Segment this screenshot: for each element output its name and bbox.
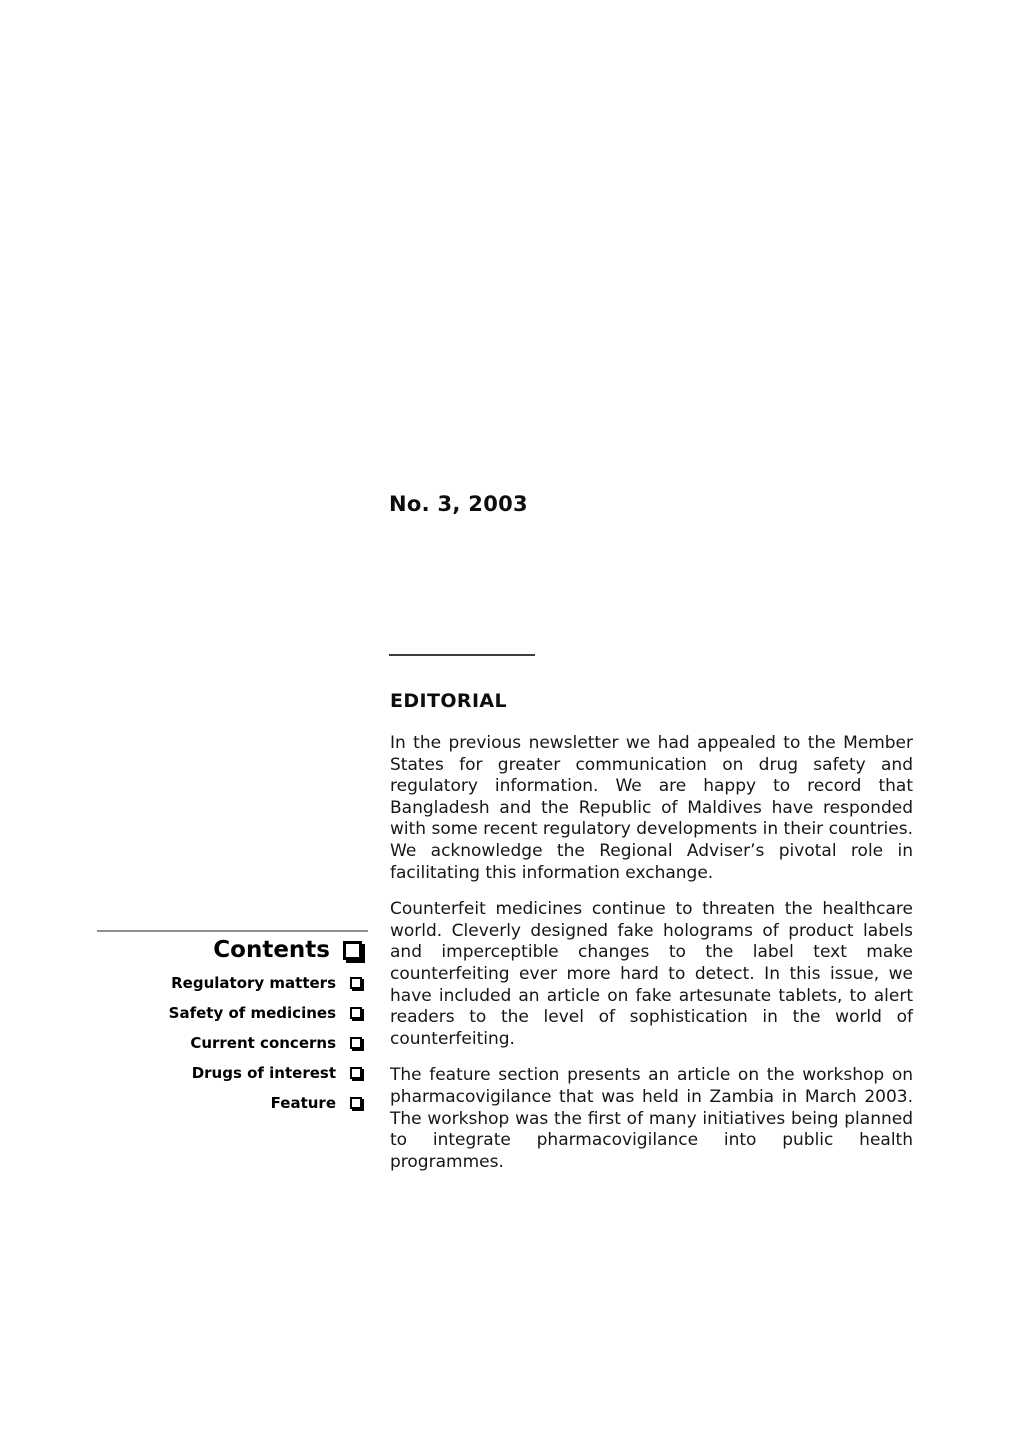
editorial-body bbox=[390, 733, 913, 1188]
editorial-heading: EDITORIAL bbox=[390, 690, 508, 712]
editorial-paragraph: The feature section presents an article on the workshop on pharmacovigilance that was held in Zambia in March 2003. The workshop was the first of many initiatives being planned to integrate pharmacovigilance into public health programmes. bbox=[390, 1065, 913, 1172]
toc-item-feature[interactable] bbox=[60, 1088, 365, 1118]
editorial-paragraph: Counterfeit medicines continue to threaten the healthcare world. Cleverly designed fake holograms of product labels and imperceptible changes to the label text make counterfeiting ever more hard to detect. In this issue, we have included an article on fake artesunate tablets, to alert readers to the level of sophistication in the world of counterfeiting. bbox=[390, 899, 913, 1049]
toc-item-label: Current concerns bbox=[190, 1034, 336, 1052]
toc-item-label: Regulatory matters bbox=[171, 974, 336, 992]
checkbox-icon bbox=[350, 977, 362, 989]
toc-item-label: Safety of medicines bbox=[168, 1004, 336, 1022]
contents-title-row bbox=[60, 932, 365, 968]
toc-item-label: Feature bbox=[270, 1094, 336, 1112]
contents-block bbox=[60, 932, 365, 1118]
toc-item-label: Drugs of interest bbox=[191, 1064, 336, 1082]
checkbox-icon bbox=[350, 1037, 362, 1049]
toc-item-drugs-of-interest[interactable] bbox=[60, 1058, 365, 1088]
editorial-paragraph: In the previous newsletter we had appealed to the Member States for greater communication on drug safety and regulatory information. We are happy to record that Bangladesh and the Republic of Maldives have responded with some recent regulatory developments in their countries. We acknowledge the Regional Adviser’s pivotal role in facilitating this information exchange. bbox=[390, 733, 913, 883]
contents-title: Contents bbox=[213, 937, 330, 963]
toc-item-current-concerns[interactable] bbox=[60, 1028, 365, 1058]
issue-number: No. 3, 2003 bbox=[389, 492, 528, 516]
toc-item-regulatory-matters[interactable] bbox=[60, 968, 365, 998]
checkbox-icon bbox=[343, 941, 362, 960]
toc-item-safety-of-medicines[interactable] bbox=[60, 998, 365, 1028]
checkbox-icon bbox=[350, 1067, 362, 1079]
editorial-divider bbox=[389, 654, 535, 656]
checkbox-icon bbox=[350, 1007, 362, 1019]
checkbox-icon bbox=[350, 1097, 362, 1109]
